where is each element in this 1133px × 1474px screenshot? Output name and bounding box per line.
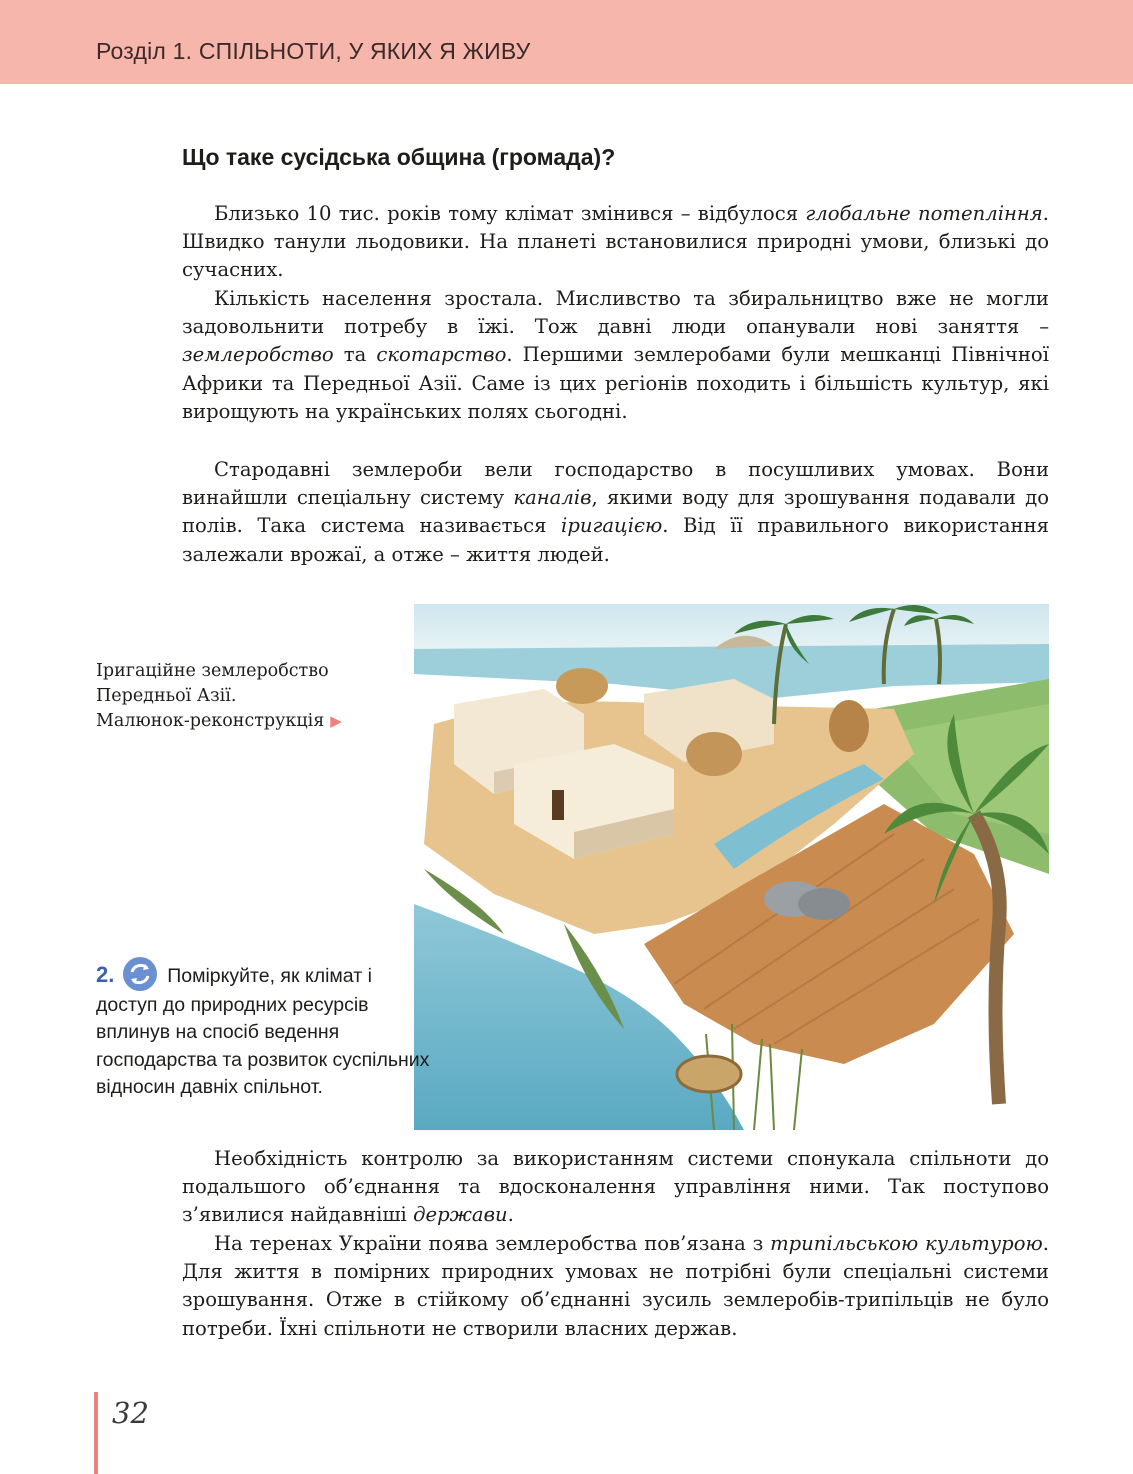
text: . Першими землеробами були мешканці Північної Африки та Передньої Азії. Саме із цих регіонів походить і більшість культур, які вирощують на українських полях сьогодні.: [182, 343, 1049, 423]
task-number: 2.: [96, 962, 115, 987]
irrigation-illustration: [414, 604, 1049, 1130]
section-header-band: [0, 0, 1133, 84]
section-title: Розділ 1. СПІЛЬНОТИ, У ЯКИХ Я ЖИВУ: [96, 38, 531, 64]
term-trypillia-culture: трипільською культурою: [770, 1232, 1043, 1255]
task-2: [96, 956, 431, 1102]
text: . Від її правильного використання залежали врожаї, а отже – життя людей.: [182, 514, 1049, 566]
text: . Швидко танули льодовики. На планеті встановилися природні умови, близькі до сучасних.: [182, 202, 1049, 282]
text: На теренах України поява землеробства пов’язана з: [214, 1232, 771, 1255]
paragraph-1: [182, 200, 1049, 285]
caption-line: Передньої Азії.: [96, 686, 237, 706]
term-irrigation: іригацією: [561, 514, 663, 538]
arrow-right-icon: ▶: [330, 712, 342, 730]
term-herding: скотарство: [376, 343, 507, 367]
page-number: 32: [112, 1396, 149, 1430]
term-agriculture: землеробство: [182, 343, 334, 367]
subsection-heading: Що таке сусідська община (громада)?: [182, 144, 616, 170]
paragraph-3: [182, 456, 1049, 569]
term-states: держави: [413, 1203, 508, 1227]
caption-line: Іригаційне землеробство: [96, 661, 329, 681]
text: Стародавні землероби вели господарство в посушливих умовах. Вони винайшли спеціальну систему: [182, 458, 1049, 510]
paragraph-2: [182, 285, 1049, 426]
text: . Для життя в помірних природних умовах не потрібні були спеціальні системи зрошування. Отже в стійкому об’єднанні зусиль землеробів-трипільців не було потреби. Їхні спільноти не створили власних держав.: [182, 1232, 1049, 1340]
text: Кількість населення зростала. Мисливство та збиральництво вже не могли задовольнити потребу в їжі. Тож давні люди опанували нові заняття –: [182, 287, 1049, 339]
cycle-arrows-icon: [122, 956, 158, 992]
text: Необхідність контролю за використанням системи спонукала спільноти до подальшого об’єднання та вдосконалення управління ними. Так поступово з’явилися найдавніші: [182, 1147, 1049, 1227]
paragraph-5: [182, 1230, 1049, 1343]
illustration-caption: [96, 659, 342, 734]
task-text: Поміркуйте, як клімат і доступ до природних ресурсів вплинув на спосіб ведення господарства та розвиток суспільних відносин давніх спільнот.: [96, 965, 430, 1099]
text: та: [333, 343, 377, 367]
text: Близько 10 тис. років тому клімат змінився – відбулося: [214, 202, 806, 225]
page-number-rule: [94, 1392, 98, 1474]
text: .: [507, 1203, 514, 1227]
text: , якими воду для зрошування подавали до полів. Така система називається: [182, 486, 1049, 538]
paragraph-4: [182, 1145, 1049, 1230]
caption-line: Малюнок-реконструкція: [96, 711, 325, 731]
term-canals: каналів: [513, 486, 592, 510]
term-global-warming: глобальне потепління: [805, 202, 1043, 225]
